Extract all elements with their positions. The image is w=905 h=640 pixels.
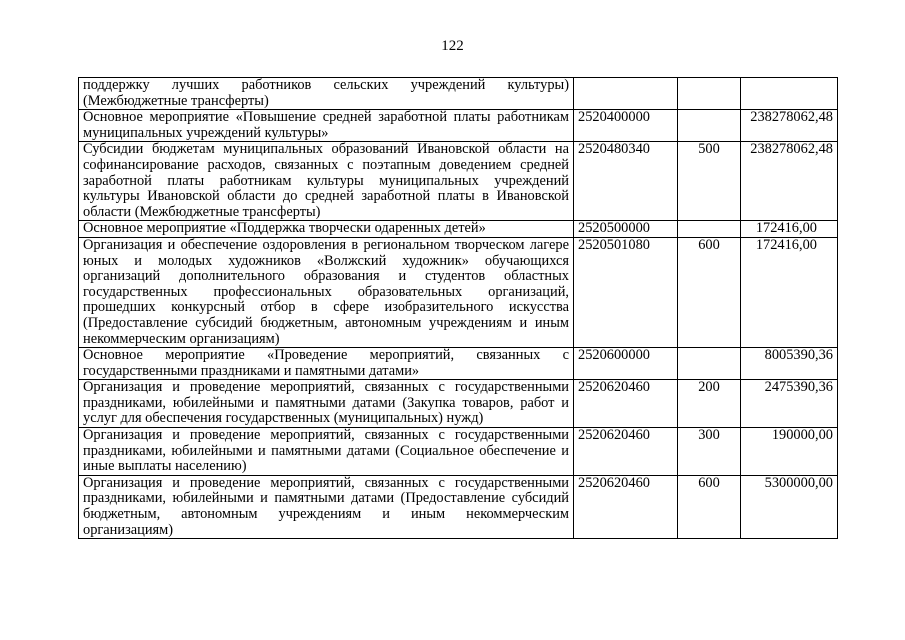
row-name-cell: Организация и проведение мероприятий, связанных с государственными праздниками, юбилейными и памятными датами (Социальное обеспечение и иные выплаты населению) <box>79 428 574 476</box>
row-code-cell: 2520400000 <box>574 110 678 142</box>
row-amount-cell: 238278062,48 <box>741 110 838 142</box>
row-name-cell: Организация и проведение мероприятий, связанных с государственными праздниками, юбилейными и памятными датами (Закупка товаров, работ и услуг для обеспечения государственных (муниципальных) нужд) <box>79 380 574 428</box>
row-expense-type-cell: 500 <box>678 142 741 221</box>
row-expense-type-cell: 600 <box>678 237 741 347</box>
row-amount-cell: 5300000,00 <box>741 475 838 538</box>
row-expense-type-cell <box>678 221 741 238</box>
budget-table <box>78 77 838 539</box>
table-row <box>79 475 838 538</box>
row-name-cell: поддержку лучших работников сельских учреждений культуры) (Межбюджетные трансферты) <box>79 78 574 110</box>
row-code-cell: 2520480340 <box>574 142 678 221</box>
row-expense-type-cell: 600 <box>678 475 741 538</box>
row-amount-cell: 190000,00 <box>741 428 838 476</box>
table-row <box>79 380 838 428</box>
row-code-cell: 2520620460 <box>574 475 678 538</box>
table-row <box>79 110 838 142</box>
row-expense-type-cell: 200 <box>678 380 741 428</box>
page-number: 122 <box>441 38 464 54</box>
row-amount-cell <box>741 78 838 110</box>
row-code-cell: 2520501080 <box>574 237 678 347</box>
row-expense-type-cell <box>678 110 741 142</box>
table-row <box>79 237 838 347</box>
row-amount-cell: 172416,00 <box>741 237 838 347</box>
row-code-cell: 2520600000 <box>574 348 678 380</box>
row-amount-cell: 238278062,48 <box>741 142 838 221</box>
row-expense-type-cell: 300 <box>678 428 741 476</box>
table-row <box>79 428 838 476</box>
row-code-cell <box>574 78 678 110</box>
row-code-cell: 2520620460 <box>574 428 678 476</box>
table-row <box>79 142 838 221</box>
table-row <box>79 348 838 380</box>
row-name-cell: Организация и проведение мероприятий, связанных с государственными праздниками, юбилейными и памятными датами (Предоставление субсидий бюджетным, автономным учреждениям и иным некоммерческим организациям) <box>79 475 574 538</box>
row-amount-cell: 8005390,36 <box>741 348 838 380</box>
row-name-cell: Основное мероприятие «Проведение мероприятий, связанных с государственными праздниками и памятными датами» <box>79 348 574 380</box>
row-name-cell: Основное мероприятие «Повышение средней заработной платы работникам муниципальных учреждений культуры» <box>79 110 574 142</box>
row-amount-cell: 2475390,36 <box>741 380 838 428</box>
row-expense-type-cell <box>678 78 741 110</box>
row-name-cell: Субсидии бюджетам муниципальных образований Ивановской области на софинансирование расходов, связанных с поэтапным доведением средней заработной платы работникам культуры муниципальных учреждений культуры Ивановской области до средней заработной платы в Ивановской области (Межбюджетные трансферты) <box>79 142 574 221</box>
row-name-cell: Организация и обеспечение оздоровления в региональном творческом лагере юных и молодых художников «Волжский художник» обучающихся организаций дополнительного образования и студентов областных государственных профессиональных образовательных организаций, прошедших конкурсный отбор в сфере изобразительного искусства (Предоставление субсидий бюджетным, автономным учреждениям и иным некоммерческим организациям) <box>79 237 574 347</box>
row-expense-type-cell <box>678 348 741 380</box>
row-code-cell: 2520620460 <box>574 380 678 428</box>
row-code-cell: 2520500000 <box>574 221 678 238</box>
row-name-cell: Основное мероприятие «Поддержка творчески одаренных детей» <box>79 221 574 238</box>
row-amount-cell: 172416,00 <box>741 221 838 238</box>
table-row <box>79 78 838 110</box>
table-row <box>79 221 838 238</box>
